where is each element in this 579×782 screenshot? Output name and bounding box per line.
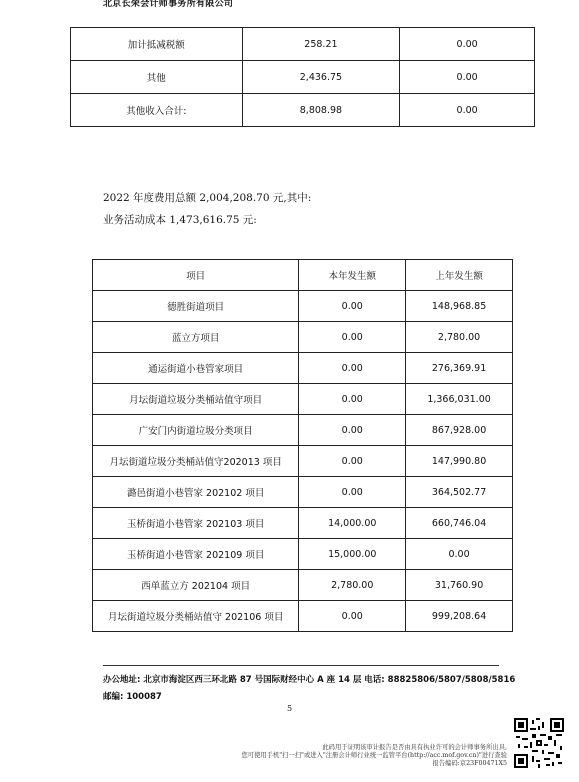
previous-year-amount: 2,780.00 — [406, 322, 513, 353]
footer-divider — [103, 665, 499, 666]
current-year-amount: 0.00 — [299, 477, 406, 508]
previous-year-amount: 147,990.80 — [406, 446, 513, 477]
firm-name-header: 北京长荣会计师事务所有限公司 — [103, 0, 234, 9]
current-year-amount: 0.00 — [299, 322, 406, 353]
current-year-amount: 0.00 — [299, 353, 406, 384]
current-year-amount: 14,000.00 — [299, 508, 406, 539]
table-row — [93, 570, 513, 601]
table-row — [93, 291, 513, 322]
row-value-previous: 0.00 — [400, 94, 535, 127]
previous-year-amount: 31,760.90 — [406, 570, 513, 601]
current-year-amount: 0.00 — [299, 291, 406, 322]
table-row — [93, 539, 513, 570]
project-name: 潞邑街道小巷管家 202102 项目 — [93, 477, 299, 508]
table-row — [93, 353, 513, 384]
table-row — [71, 61, 535, 94]
row-value-previous: 0.00 — [400, 61, 535, 94]
project-name: 月坛街道垃圾分类桶站值守202013 项目 — [93, 446, 299, 477]
project-name: 通运街道小巷管家项目 — [93, 353, 299, 384]
current-year-amount: 0.00 — [299, 446, 406, 477]
business-cost-table — [92, 259, 513, 632]
table-row — [71, 28, 535, 61]
header-current-year: 本年发生额 — [299, 260, 406, 291]
previous-year-amount: 660,746.04 — [406, 508, 513, 539]
table-row — [93, 384, 513, 415]
row-value-current: 2,436.75 — [242, 61, 400, 94]
previous-year-amount: 364,502.77 — [406, 477, 513, 508]
table-header-row — [93, 260, 513, 291]
table-row — [71, 94, 535, 127]
header-previous-year: 上年发生额 — [406, 260, 513, 291]
project-name: 德胜街道项目 — [93, 291, 299, 322]
project-name: 广安门内街道垃圾分类项目 — [93, 415, 299, 446]
report-code: 报告编码:京23F00471X5 — [432, 760, 507, 767]
row-label: 加计抵减税额 — [71, 28, 243, 61]
project-name: 西单蓝立方 202104 项目 — [93, 570, 299, 601]
project-name: 月坛街道垃圾分类桶站值守 202106 项目 — [93, 601, 299, 632]
other-income-table — [70, 27, 535, 127]
row-label: 其他收入合计: — [71, 94, 243, 127]
row-label: 其他 — [71, 61, 243, 94]
header-item: 项目 — [93, 260, 299, 291]
project-name: 玉桥街道小巷管家 202109 项目 — [93, 539, 299, 570]
previous-year-amount: 867,928.00 — [406, 415, 513, 446]
total-expense-summary: 2022 年度费用总额 2,004,208.70 元,其中: — [103, 192, 312, 204]
office-address: 办公地址: 北京市海淀区西三环北路 87 号国际财经中心 A 座 14 层 电话: 88825806/5807/5808/5816 — [103, 675, 516, 685]
table-row — [93, 477, 513, 508]
current-year-amount: 0.00 — [299, 601, 406, 632]
previous-year-amount: 148,968.85 — [406, 291, 513, 322]
table-row — [93, 601, 513, 632]
page-number: 5 — [286, 704, 293, 713]
current-year-amount: 2,780.00 — [299, 570, 406, 601]
table-row — [93, 508, 513, 539]
business-cost-summary: 业务活动成本 1,473,616.75 元: — [103, 214, 257, 226]
previous-year-amount: 276,369.91 — [406, 353, 513, 384]
qr-code-icon[interactable] — [514, 718, 564, 768]
previous-year-amount: 999,208.64 — [406, 601, 513, 632]
table-row — [93, 446, 513, 477]
table-row — [93, 322, 513, 353]
row-value-previous: 0.00 — [400, 28, 535, 61]
current-year-amount: 15,000.00 — [299, 539, 406, 570]
row-value-current: 8,808.98 — [242, 94, 400, 127]
postcode: 邮编: 100087 — [103, 692, 162, 702]
project-name: 玉桥街道小巷管家 202103 项目 — [93, 508, 299, 539]
row-value-current: 258.21 — [242, 28, 400, 61]
current-year-amount: 0.00 — [299, 415, 406, 446]
project-name: 月坛街道垃圾分类桶站值守项目 — [93, 384, 299, 415]
previous-year-amount: 1,366,031.00 — [406, 384, 513, 415]
previous-year-amount: 0.00 — [406, 539, 513, 570]
verification-note-line1: 此码用于证明该审计报告是否由具有执业许可的会计师事务所出具, — [322, 744, 507, 751]
current-year-amount: 0.00 — [299, 384, 406, 415]
table-row — [93, 415, 513, 446]
project-name: 蓝立方项目 — [93, 322, 299, 353]
verification-note-line2: 您可使用手机"扫一扫"或进入"注册会计师行业统一监管平台(http://acc.mof.gov.cn)"进行查验 — [241, 752, 507, 759]
